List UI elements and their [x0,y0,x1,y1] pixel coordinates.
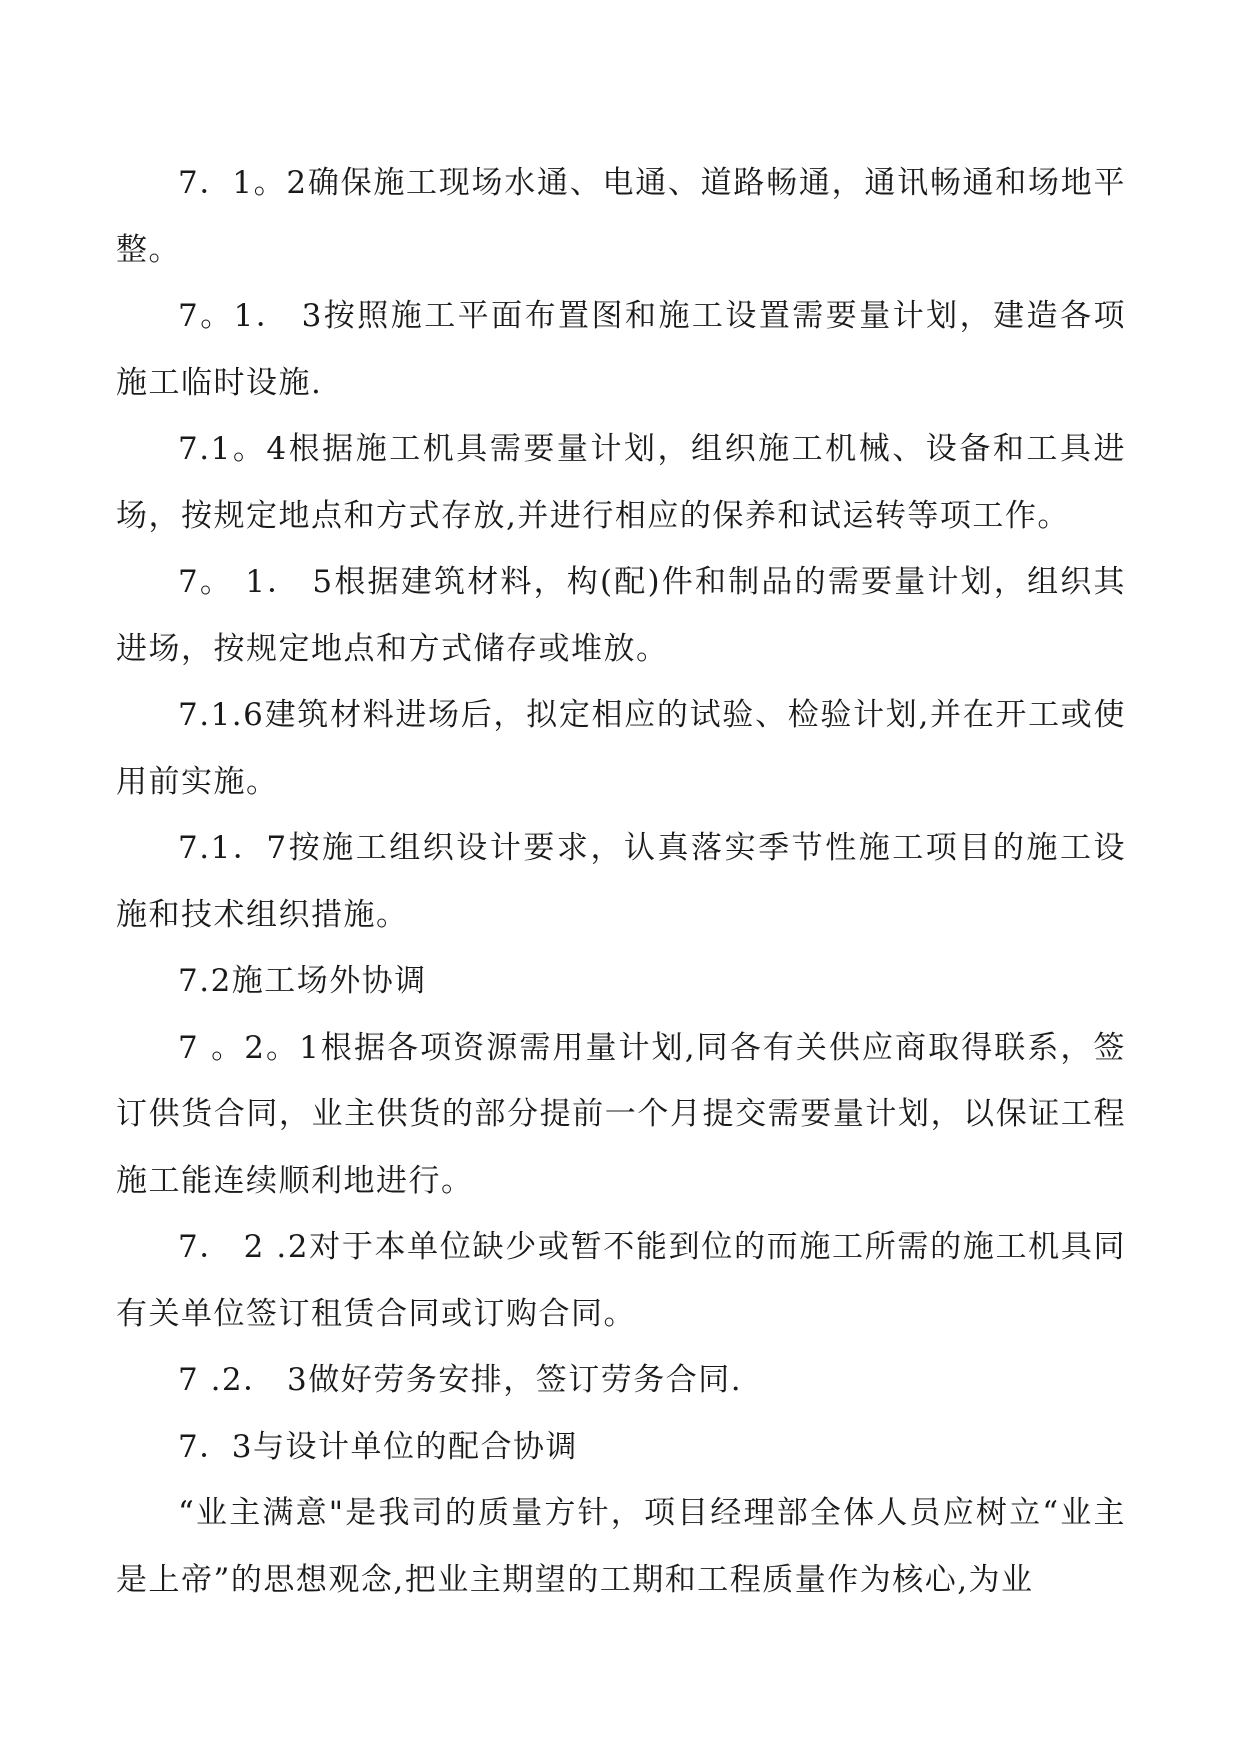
paragraph-7-1-2: 7．1。2确保施工现场水通、电通、道路畅通，通讯畅通和场地平整。 [116,165,1126,268]
document-body [116,150,1126,1613]
paragraph-7-2-2: 7． 2 .2对于本单位缺少或暂不能到位的而施工所需的施工机具同有关单位签订租赁合同或订购合同。 [116,1229,1126,1332]
paragraph-quality-policy: “业主满意"是我司的质量方针，项目经理部全体人员应树立“业主是上帝”的思想观念,把业主期望的工期和工程质量作为核心,为业 [116,1495,1126,1598]
paragraph-7-1-5: 7。 1． 5根据建筑材料，构(配)件和制品的需要量计划，组织其进场，按规定地点和方式储存或堆放。 [116,564,1126,667]
paragraph-7-2-1: 7 。2。1根据各项资源需用量计划,同各有关供应商取得联系，签订供货合同，业主供货的部分提前一个月提交需要量计划，以保证工程施工能连续顺利地进行。 [116,1029,1126,1199]
paragraph-7-1-7: 7.1．7按施工组织设计要求，认真落实季节性施工项目的施工设施和技术组织措施。 [116,830,1126,933]
section-heading-7-2: 7.2施工场外协调 [178,963,427,999]
paragraph-7-1-6: 7.1.6建筑材料进场后，拟定相应的试验、检验计划,并在开工或使用前实施。 [116,697,1126,800]
paragraph-7-2-3: 7 .2． 3做好劳务安排，签订劳务合同. [178,1362,743,1398]
paragraph-7-1-4: 7.1。4根据施工机具需要量计划，组织施工机械、设备和工具进场，按规定地点和方式存放,并进行相应的保养和试运转等项工作。 [116,431,1126,534]
section-heading-7-3: 7．3与设计单位的配合协调 [178,1428,578,1465]
paragraph-7-1-3: 7。1． 3按照施工平面布置图和施工设置需要量计划，建造各项施工临时设施. [116,298,1126,401]
